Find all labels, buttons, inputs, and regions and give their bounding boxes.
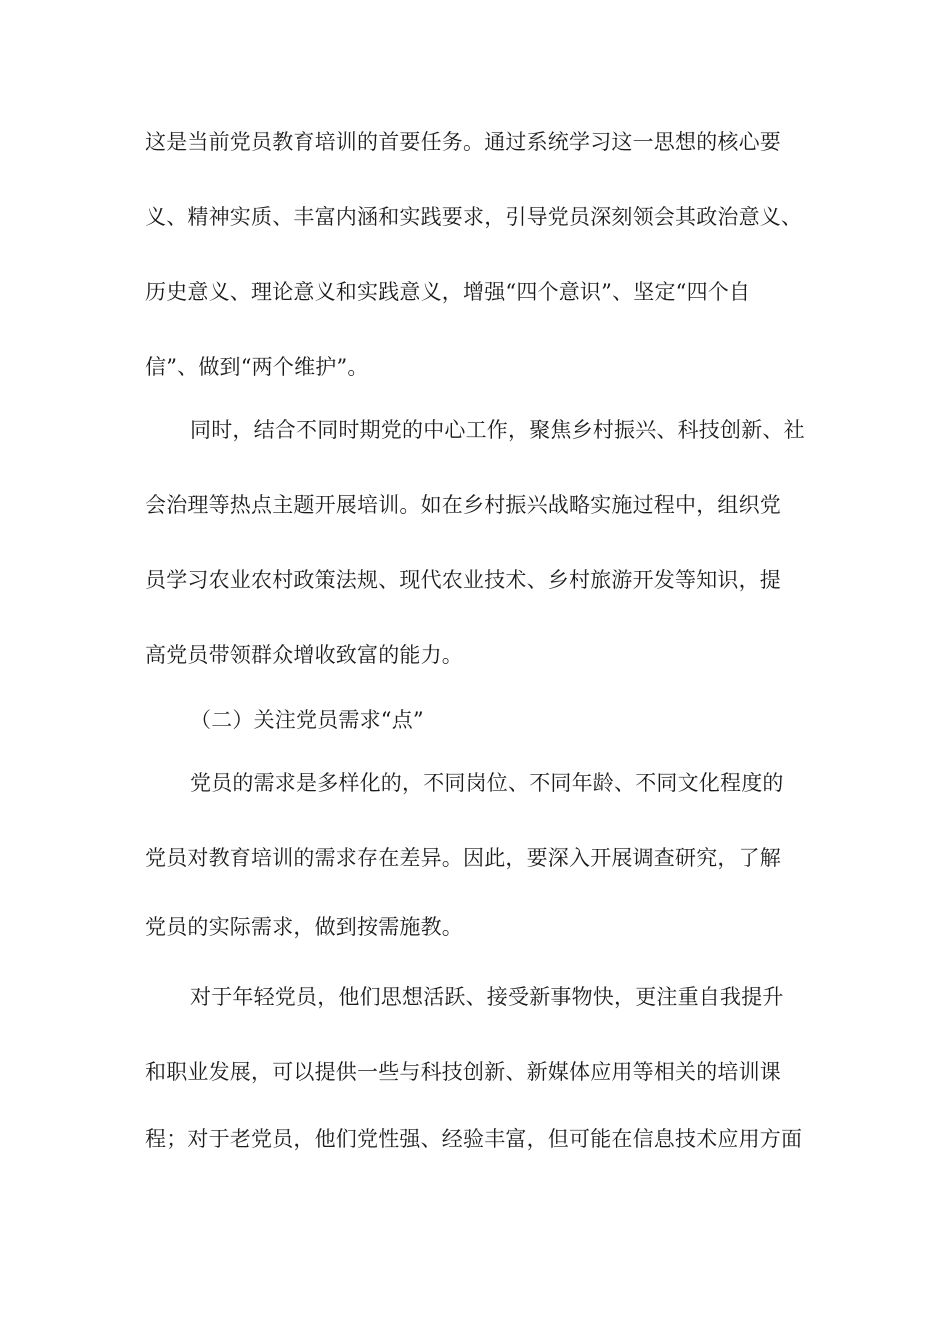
paragraph-line-2: 义、精神实质、丰富内涵和实践要求，引导党员深刻领会其政治意义、	[145, 205, 803, 229]
paragraph-line-12: 党员的实际需求，做到按需施教。	[145, 915, 463, 939]
paragraph-line-8: 高党员带领群众增收致富的能力。	[145, 643, 463, 667]
paragraph-line-10: 党员的需求是多样化的，不同岗位、不同年龄、不同文化程度的	[190, 771, 784, 795]
paragraph-line-3: 历史意义、理论意义和实践意义，增强“四个意识”、坚定“四个自	[145, 280, 751, 304]
paragraph-line-7: 员学习农业农村政策法规、现代农业技术、乡村旅游开发等知识，提	[145, 568, 781, 592]
paragraph-line-6: 会治理等热点主题开展培训。如在乡村振兴战略实施过程中，组织党	[145, 493, 781, 517]
paragraph-line-13: 对于年轻党员，他们思想活跃、接受新事物快，更注重自我提升	[190, 985, 784, 1009]
paragraph-line-1: 这是当前党员教育培训的首要任务。通过系统学习这一思想的核心要	[145, 130, 781, 154]
paragraph-line-5: 同时，结合不同时期党的中心工作，聚焦乡村振兴、科技创新、社	[190, 418, 805, 442]
paragraph-line-4: 信”、做到“两个维护”。	[145, 355, 369, 379]
paragraph-line-15: 程；对于老党员，他们党性强、经验丰富，但可能在信息技术应用方面	[145, 1127, 803, 1151]
paragraph-line-11: 党员对教育培训的需求存在差异。因此，要深入开展调查研究，了解	[145, 846, 781, 870]
paragraph-line-14: 和职业发展，可以提供一些与科技创新、新媒体应用等相关的培训课	[145, 1060, 781, 1084]
section-heading: （二）关注党员需求“点”	[190, 708, 424, 732]
